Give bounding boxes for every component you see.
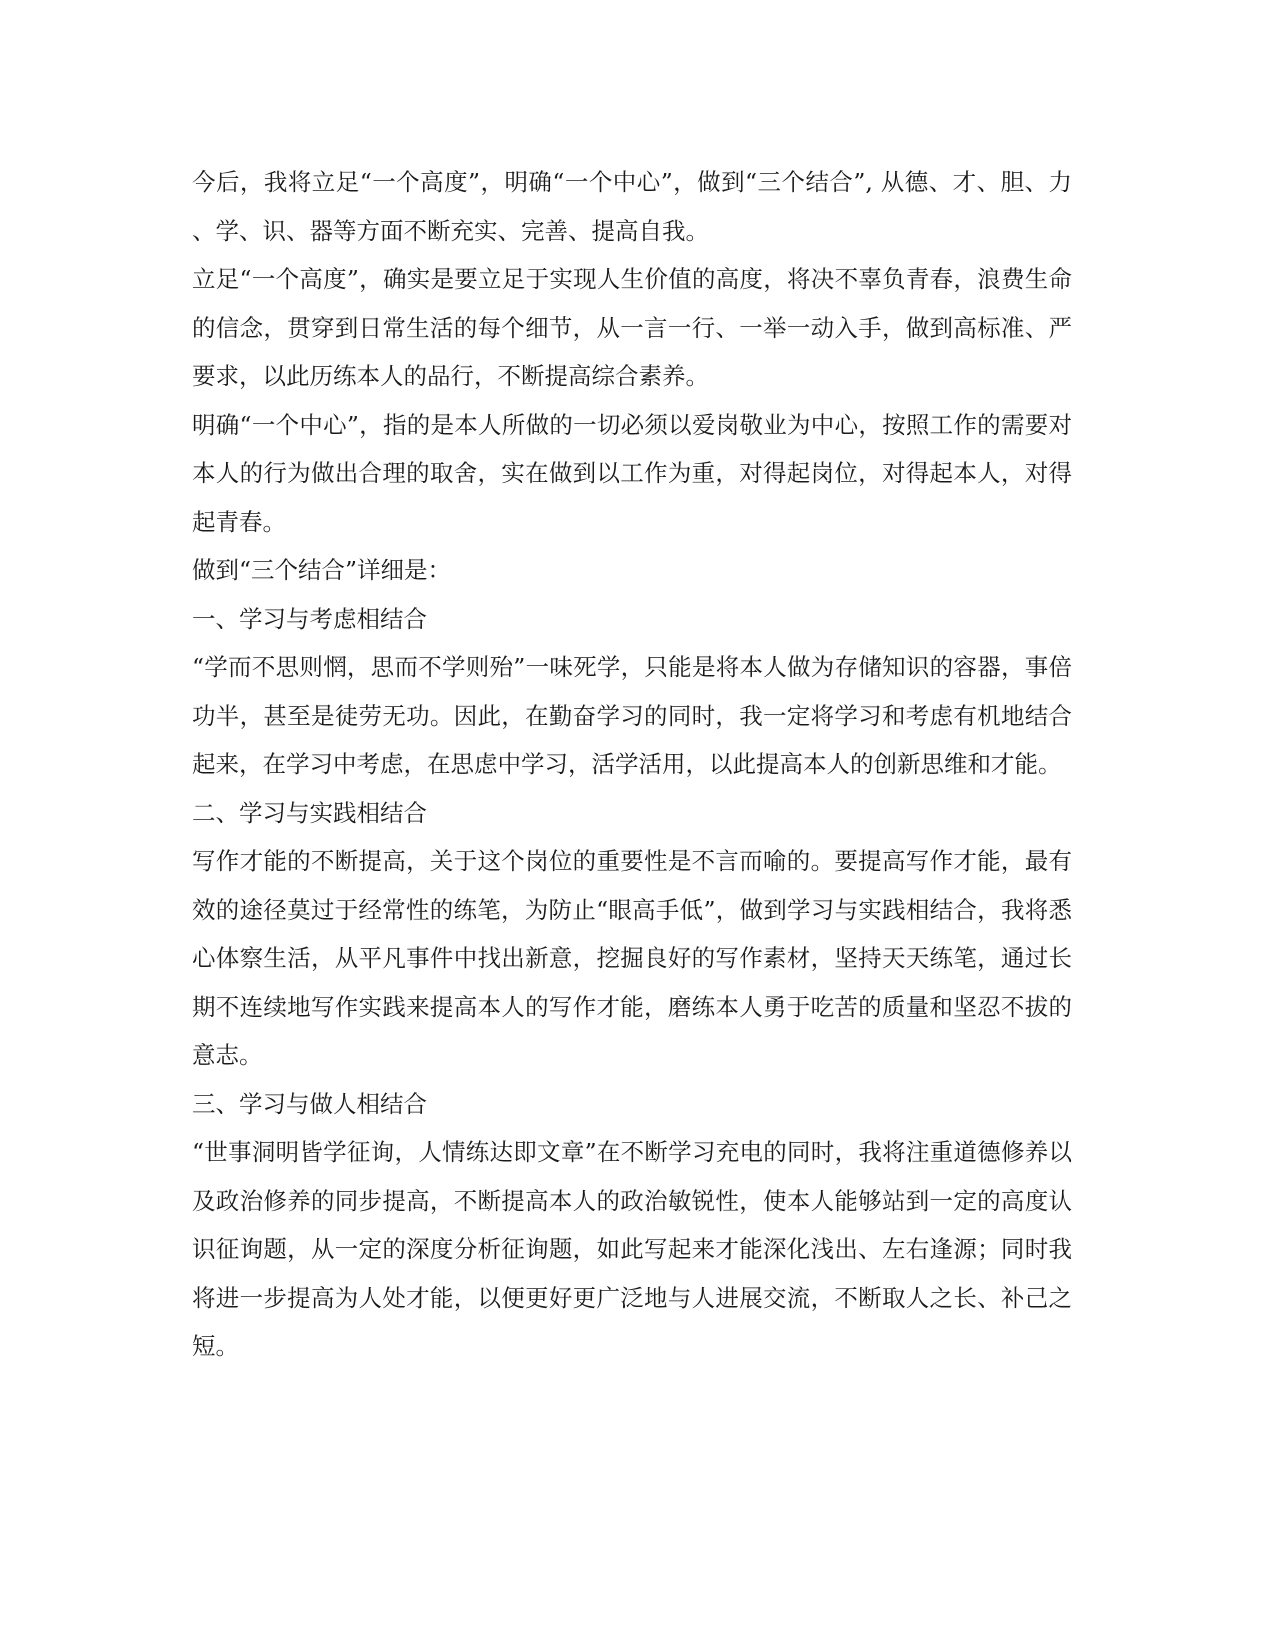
- paragraph-three-combinations-lead: 做到“三个结合”详细是：: [192, 556, 452, 584]
- section-heading-1: 一、学习与考虑相结合: [192, 604, 427, 633]
- section-heading-3: 三、学习与做人相结合: [192, 1089, 427, 1118]
- paragraph-one-center: 明确“一个中心”，指的是本人所做的一切必须以爱岗敬业为中心，按照工作的需要对本人的行为做出合理的取舍，实在做到以工作为重，对得起岗位，对得起本人，对得起青春。: [192, 410, 1072, 536]
- paragraph-section-3: “世事洞明皆学征询，人情练达即文章”在不断学习充电的同时，我将注重道德修养以及政治修养的同步提高，不断提高本人的政治敏锐性，使本人能够站到一定的高度认识征询题，从一定的深度分析征询题，如此写起来才能深化浅出、左右逢源；同时我将进一步提高为人处才能，以便更好更广泛地与人进展交流，不断取人之长、补己之短。: [192, 1138, 1072, 1360]
- document-body: [192, 158, 1072, 1371]
- paragraph-one-height: 立足“一个高度”，确实是要立足于实现人生价值的高度，将决不辜负青春，浪费生命的信念，贯穿到日常生活的每个细节，从一言一行、一举一动入手，做到高标准、严要求，以此历练本人的品行，不断提高综合素养。: [192, 265, 1072, 390]
- paragraph-section-1: “学而不思则惘，思而不学则殆”一味死学，只能是将本人做为存储知识的容器，事倍功半，甚至是徒劳无功。因此，在勤奋学习的同时，我一定将学习和考虑有机地结合起来，在学习中考虑，在思虑中学习，活学活用，以此提高本人的创新思维和才能。: [192, 653, 1072, 778]
- paragraph-section-2: 写作才能的不断提高，关于这个岗位的重要性是不言而喻的。要提高写作才能，最有效的途径莫过于经常性的练笔，为防止“眼高手低”，做到学习与实践相结合，我将悉心体察生活，从平凡事件中找出新意，挖掘良好的写作素材，坚持天天练笔，通过长期不连续地写作实践来提高本人的写作才能，磨练本人勇于吃苦的质量和坚忍不拔的意志。: [192, 847, 1072, 1069]
- section-heading-2: 二、学习与实践相结合: [192, 798, 427, 827]
- paragraph-intro: 今后，我将立足“一个高度”，明确“一个中心”，做到“三个结合”, 从德、才、胆、力、学、识、器等方面不断充实、完善、提高自我。: [192, 168, 1072, 245]
